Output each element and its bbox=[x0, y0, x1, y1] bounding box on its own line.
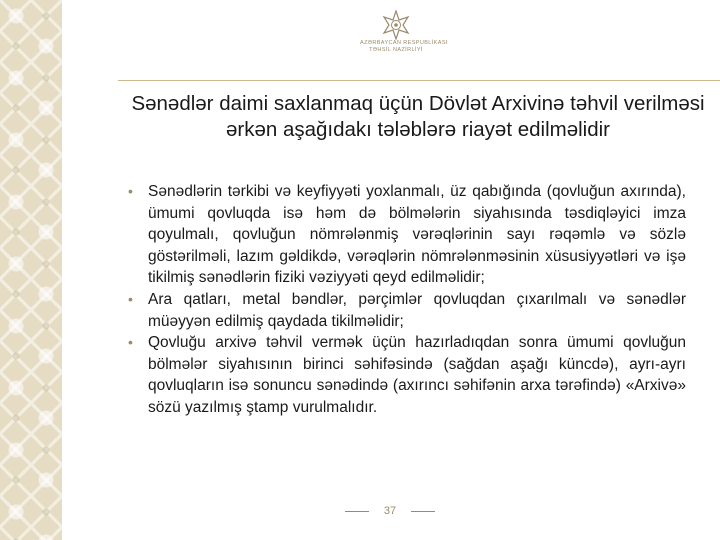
list-item-text: Ara qatları, metal bəndlər, pərçimlər qovluqdan çıxarılmalı və sənədlər müəyyən edilmiş qaydada tikilməlidir; bbox=[148, 290, 686, 330]
ministry-emblem bbox=[360, 10, 448, 54]
bullet-icon: • bbox=[128, 290, 133, 307]
header-divider bbox=[118, 80, 720, 81]
emblem-star-icon bbox=[381, 10, 411, 40]
page-number: 37 bbox=[383, 505, 397, 517]
list-item bbox=[128, 289, 686, 332]
emblem-text-line2: TƏHSİL NAZİRLİYİ bbox=[369, 47, 423, 53]
list-item bbox=[128, 181, 686, 289]
footer-rule-right bbox=[411, 511, 435, 512]
bullet-icon: • bbox=[128, 334, 133, 351]
page-footer bbox=[345, 505, 435, 517]
bullet-list bbox=[128, 181, 686, 419]
emblem-text-line1: AZƏRBAYCAN RESPUBLİKASI bbox=[360, 40, 448, 46]
footer-rule-left bbox=[345, 511, 369, 512]
list-item-text: Sənədlərin tərkibi və keyfiyyəti yoxlanmalı, üz qabığında (qovluğun axırında), ümumi qovluqda isə həm də bölmələrin siyahısında təsdiqləyici imza qoyulmalı, qovluğun nömrələnmiş vərəqlərinin sayı rəqəmlə və sözlə göstərilməli, lazım gəldikdə, vərəqlərin nömrələnməsinin xüsusiyyətləri və işə tikilmiş sənədlərin fiziki vəziyyəti qeyd edilməlidir; bbox=[148, 183, 686, 287]
bullet-icon: • bbox=[128, 183, 133, 199]
decorative-side-band bbox=[0, 0, 62, 540]
list-item-text: Qovluğu arxivə təhvil vermək üçün hazırladıqdan sonra ümumi qovluğun bölmələr siyahısının birinci səhifəsində (sağdan aşağı küncdə), ayrı-ayrı qovluqların isə sonuncu sənədində (axırıncı səhifənin arxa tərəfində) «Arxivə» sözü yazılmış ştamp vurulmalıdır. bbox=[148, 334, 686, 416]
page-title: Sənədlər daimi saxlanmaq üçün Dövlət Arxivinə təhvil verilməsi ərkən aşağıdakı tələblərə riayət edilməlidir bbox=[131, 92, 705, 141]
list-item bbox=[128, 332, 686, 418]
